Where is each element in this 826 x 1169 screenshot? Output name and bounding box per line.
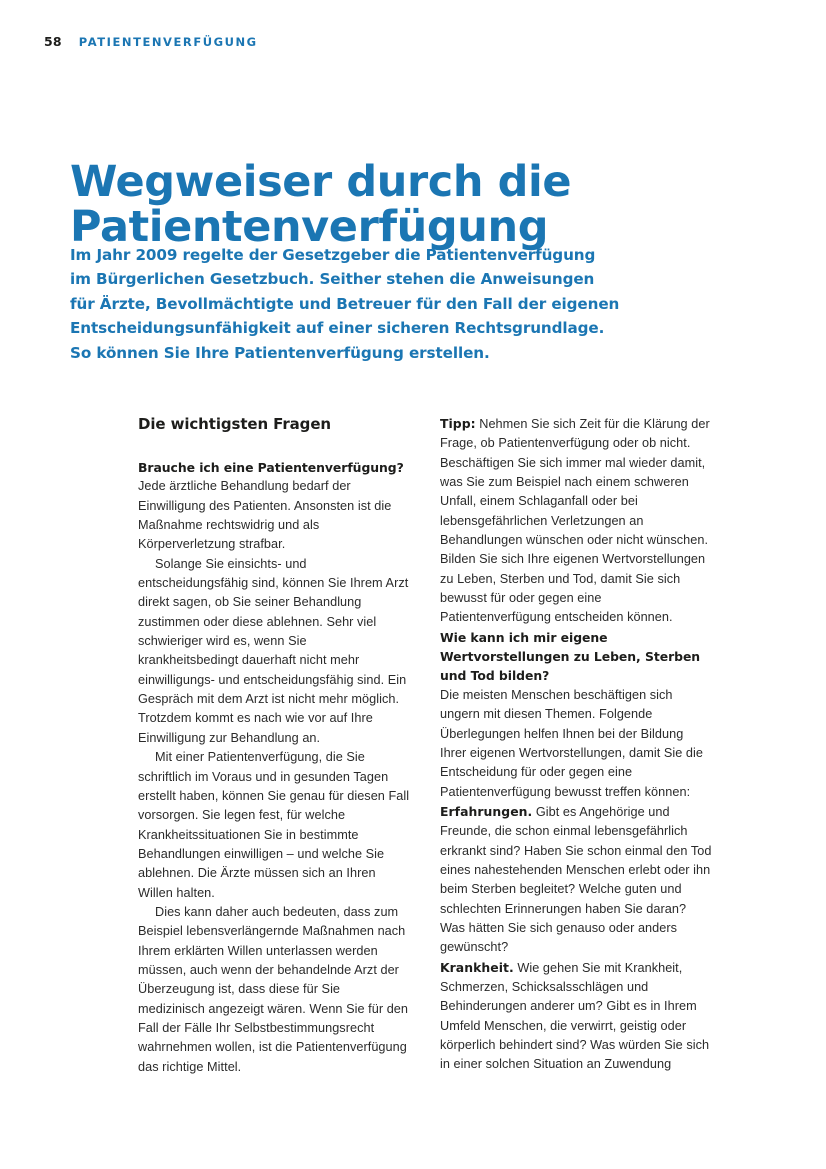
tip-label: Tipp: [440,416,476,431]
body-columns [138,414,742,1086]
question-1-paragraph-4: Dies kann daher auch bedeuten, dass zum Beispiel lebensverlängernde Maßnahmen nach Ihrem erklärten Willen unterlassen werden müssen, auch wenn der behandelnde Arzt der Überzeugung ist, dass diese für Sie medizinisch angezeigt wären. Wenn Sie für den Fall der Fälle Ihr Selbstbestimmungsrecht wahrnehmen wollen, ist die Patientenverfügung das richtige Mittel. [138,904,409,1074]
standfirst-line-2: im Bürgerlichen Gesetzbuch. Seither stehen die Anweisungen [70,270,595,289]
intro-standfirst [70,243,710,365]
erfahrungen-paragraph [440,802,712,958]
left-column-heading: Die wichtigsten Fragen [138,415,331,433]
krankheit-label: Krankheit. [440,959,514,975]
standfirst-line-5: So können Sie Ihre Patientenverfügung erstellen. [70,343,490,362]
standfirst-line-3: für Ärzte, Bevollmächtigte und Betreuer für den Fall der eigenen [70,294,620,313]
page-title [70,156,690,252]
question-2-subhead: Wie kann ich mir eigene Wertvorstellungen zu Leben, Sterben und Tod bilden? [440,629,701,684]
page-title-line-2: Patientenverfügung [70,201,549,252]
page-title-line-1: Wegweiser durch die [70,156,572,207]
erfahrungen-text: Gibt es Angehörige und Freunde, die schon einmal lebensgefährlich erkrankt sind? Haben Sie schon einmal den Tod eines nahestehenden Menschen erlebt oder ihn beim Sterben begleitet? Welche guten und schlechten Erinnerungen haben Sie daran? Was hätten Sie sich genauso oder anders gewünscht? [440,804,712,955]
running-header [44,34,258,49]
question-1-paragraph-2: Solange Sie einsichts- und entscheidungsfähig sind, können Sie Ihrem Arzt direkt sagen, ob Sie seiner Behandlung zustimmen oder diese ablehnen. Sehr viel schwieriger wird es, wenn Sie krankheitsbedingt dauerhaft nicht mehr einwilligungs- und entscheidungsfähig sind. Ein Gespräch mit dem Arzt ist nicht mehr möglich. Trotzdem kommt es nach wie vor auf Ihre Einwilligung zur Behandlung an. [138,556,409,745]
question-1-paragraph-1: Jede ärztliche Behandlung bedarf der Einwilligung des Patienten. Ansonsten ist die Maßnahme rechtswidrig und als Körperverletzung strafbar. [138,479,392,552]
tip-paragraph [440,414,712,628]
krankheit-paragraph [440,958,712,1075]
left-column [138,414,410,1086]
section-label: PATIENTENVERFÜGUNG [78,35,258,49]
standfirst-line-4: Entscheidungsunfähigkeit auf einer sicheren Rechtsgrundlage. [70,319,605,338]
page-number: 58 [44,34,62,49]
question-2-paragraph-1: Die meisten Menschen beschäftigen sich ungern mit diesen Themen. Folgende Überlegungen helfen Ihnen bei der Bildung Ihrer eigenen Wertvorstellungen, damit Sie die Entscheidung für oder gegen eine Patientenverfügung bewusst treffen können: [440,687,704,799]
tip-text: Nehmen Sie sich Zeit für die Klärung der Frage, ob Patientenverfügung oder ob nicht. Beschäftigen Sie sich immer mal wieder damit, was Sie zum Beispiel nach einem schweren Unfall, einem Schlaganfall oder bei lebensgefährlichen Verletzungen an Behandlungen wünschen oder nicht wünschen. Bilden Sie sich Ihre eigenen Wertvorstellungen zu Leben, Sterben und Tod, damit Sie sich bewusst für oder gegen eine Patientenverfügung entscheiden können. [440,417,710,625]
question-1-paragraph-3: Mit einer Patientenverfügung, die Sie schriftlich im Voraus und in gesunden Tagen erstellt haben, können Sie genau für diesen Fall vorsorgen. Sie legen fest, für welche Krankheitssituationen Sie in bestimmte Behandlungen einwilligen – und welche Sie ablehnen. Die Ärzte müssen sich an Ihren Willen halten. [138,750,410,900]
standfirst-line-1: Im Jahr 2009 regelte der Gesetzgeber die Patientenverfügung [70,246,596,264]
krankheit-text: Wie gehen Sie mit Krankheit, Schmerzen, Schicksalsschlägen und Behinderungen anderer um? Gibt es in Ihrem Umfeld Menschen, die verwirrt, geistig oder körperlich behindert sind? Was würden Sie sich in einer solchen Situation an Zuwendung [440,960,710,1072]
right-column [440,414,712,1086]
erfahrungen-label: Erfahrungen. [440,803,533,819]
question-1-subhead: Brauche ich eine Patientenverfügung? [138,460,404,475]
